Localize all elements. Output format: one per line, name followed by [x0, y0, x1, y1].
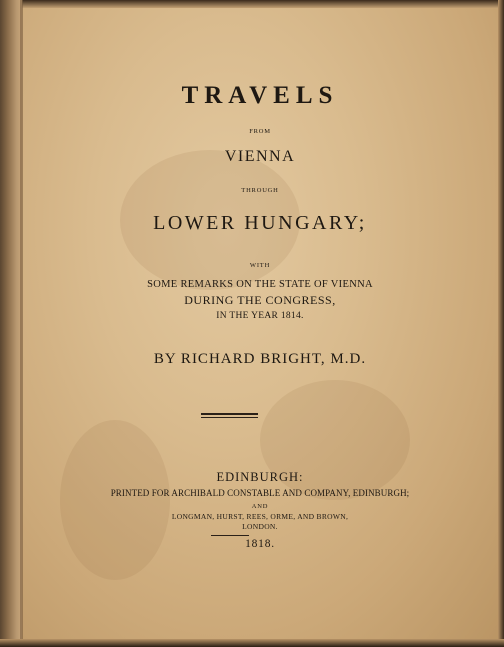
imprint-city: EDINBURGH:	[216, 470, 304, 484]
publication-year: 1818.	[245, 538, 275, 550]
subtitle-line-1: SOME REMARKS ON THE STATE OF VIENNA	[147, 279, 373, 290]
book-title: TRAVELS	[181, 82, 339, 109]
ornamental-rule-thin	[201, 417, 258, 418]
book-binding	[0, 0, 22, 647]
with-word: WITH	[249, 262, 271, 269]
subtitle-line-2: DURING THE CONGRESS,	[184, 293, 336, 307]
paper-stain	[60, 420, 170, 580]
through-word: THROUGH	[241, 187, 279, 194]
page-bottom-edge	[0, 639, 504, 647]
imprint-printer: PRINTED FOR ARCHIBALD CONSTABLE AND COMPANY, EDINBURGH;	[110, 488, 410, 498]
page-right-edge	[498, 0, 504, 647]
from-word: FROM	[249, 128, 271, 135]
origin-city: VIENNA	[224, 148, 296, 165]
author-line: BY RICHARD BRIGHT, M.D.	[153, 351, 367, 367]
imprint-copublishers: LONGMAN, HURST, REES, ORME, AND BROWN,	[171, 512, 349, 521]
destination-region: LOWER HUNGARY;	[153, 212, 367, 234]
subtitle-line-3: IN THE YEAR 1814.	[216, 311, 304, 321]
date-rule	[211, 535, 249, 536]
ornamental-rule-thick	[201, 413, 258, 415]
imprint-copublisher-city: LONDON.	[242, 522, 278, 531]
imprint-and: AND	[251, 503, 269, 510]
page-top-edge	[0, 0, 504, 8]
